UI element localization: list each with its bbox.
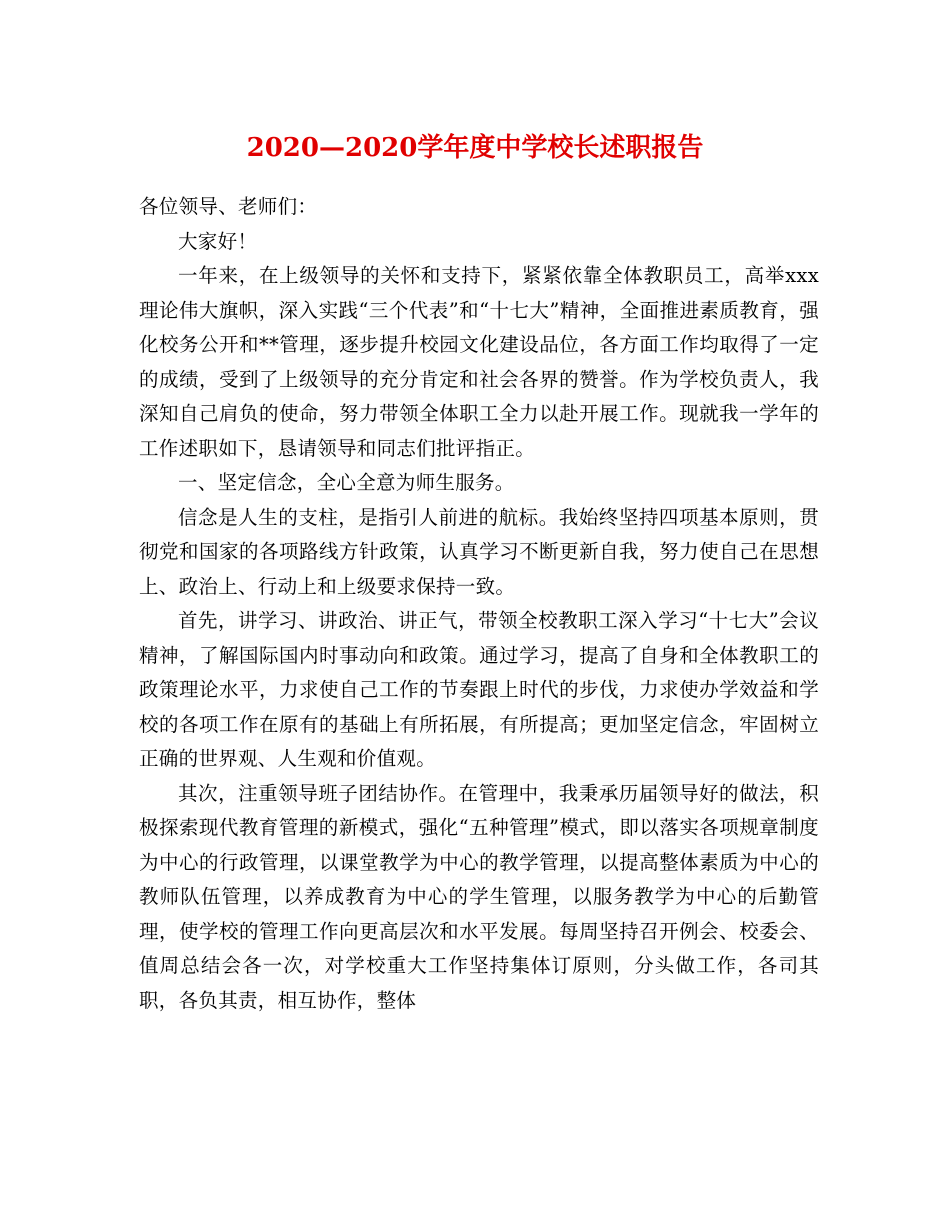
body-paragraph-second: 其次，注重领导班子团结协作。在管理中，我秉承历届领导好的做法，积极探索现代教育管理的新模式，强化“五种管理”模式，即以落实各项规章制度为中心的行政管理，以课堂教学为中心的教学管理，以提高整体素质为中心的教师队伍管理，以养成教育为中心的学生管理，以服务教学为中心的后勤管理，使学校的管理工作向更高层次和水平发展。每周坚持召开例会、校委会、值周总结会各一次，对学校重大工作坚持集体订原则，分头做工作，各司其职，各负其责，相互协作，整体: [139, 781, 819, 1012]
document-body: [139, 190, 819, 1018]
intro-paragraph: 一年来，在上级领导的关怀和支持下，紧紧依靠全体教职员工，高举xxx理论伟大旗帜，深入实践“三个代表”和“十七大”精神，全面推进素质教育，强化校务公开和**管理，逐步提升校园文化建设品位，各方面工作均取得了一定的成绩，受到了上级领导的充分肯定和社会各界的赞誉。作为学校负责人，我深知自己肩负的使命，努力带领全体职工全力以赴开展工作。现就我一学年的工作述职如下，恳请领导和同志们批评指正。: [139, 264, 819, 460]
section-heading-1: 一、坚定信念，全心全意为师生服务。: [178, 471, 515, 494]
document-title: 2020—2020学年度中学校长述职报告: [246, 133, 704, 163]
greeting-paragraph: 各位领导、老师们：: [139, 195, 318, 218]
body-paragraph-belief: 信念是人生的支柱，是指引人前进的航标。我始终坚持四项基本原则，贯彻党和国家的各项路线方针政策，认真学习不断更新自我，努力使自己在思想上、政治上、行动上和上级要求保持一致。: [139, 505, 819, 598]
body-paragraph-first: 首先，讲学习、讲政治、讲正气，带领全校教职工深入学习“十七大”会议精神，了解国际国内时事动向和政策。通过学习，提高了自身和全体教职工的政策理论水平，力求使自己工作的节奏跟上时代的步伐，力求使办学效益和学校的各项工作在原有的基础上有所拓展，有所提高；更加坚定信念，牢固树立正确的世界观、人生观和价值观。: [139, 609, 819, 770]
salutation-paragraph: 大家好！: [178, 229, 258, 253]
